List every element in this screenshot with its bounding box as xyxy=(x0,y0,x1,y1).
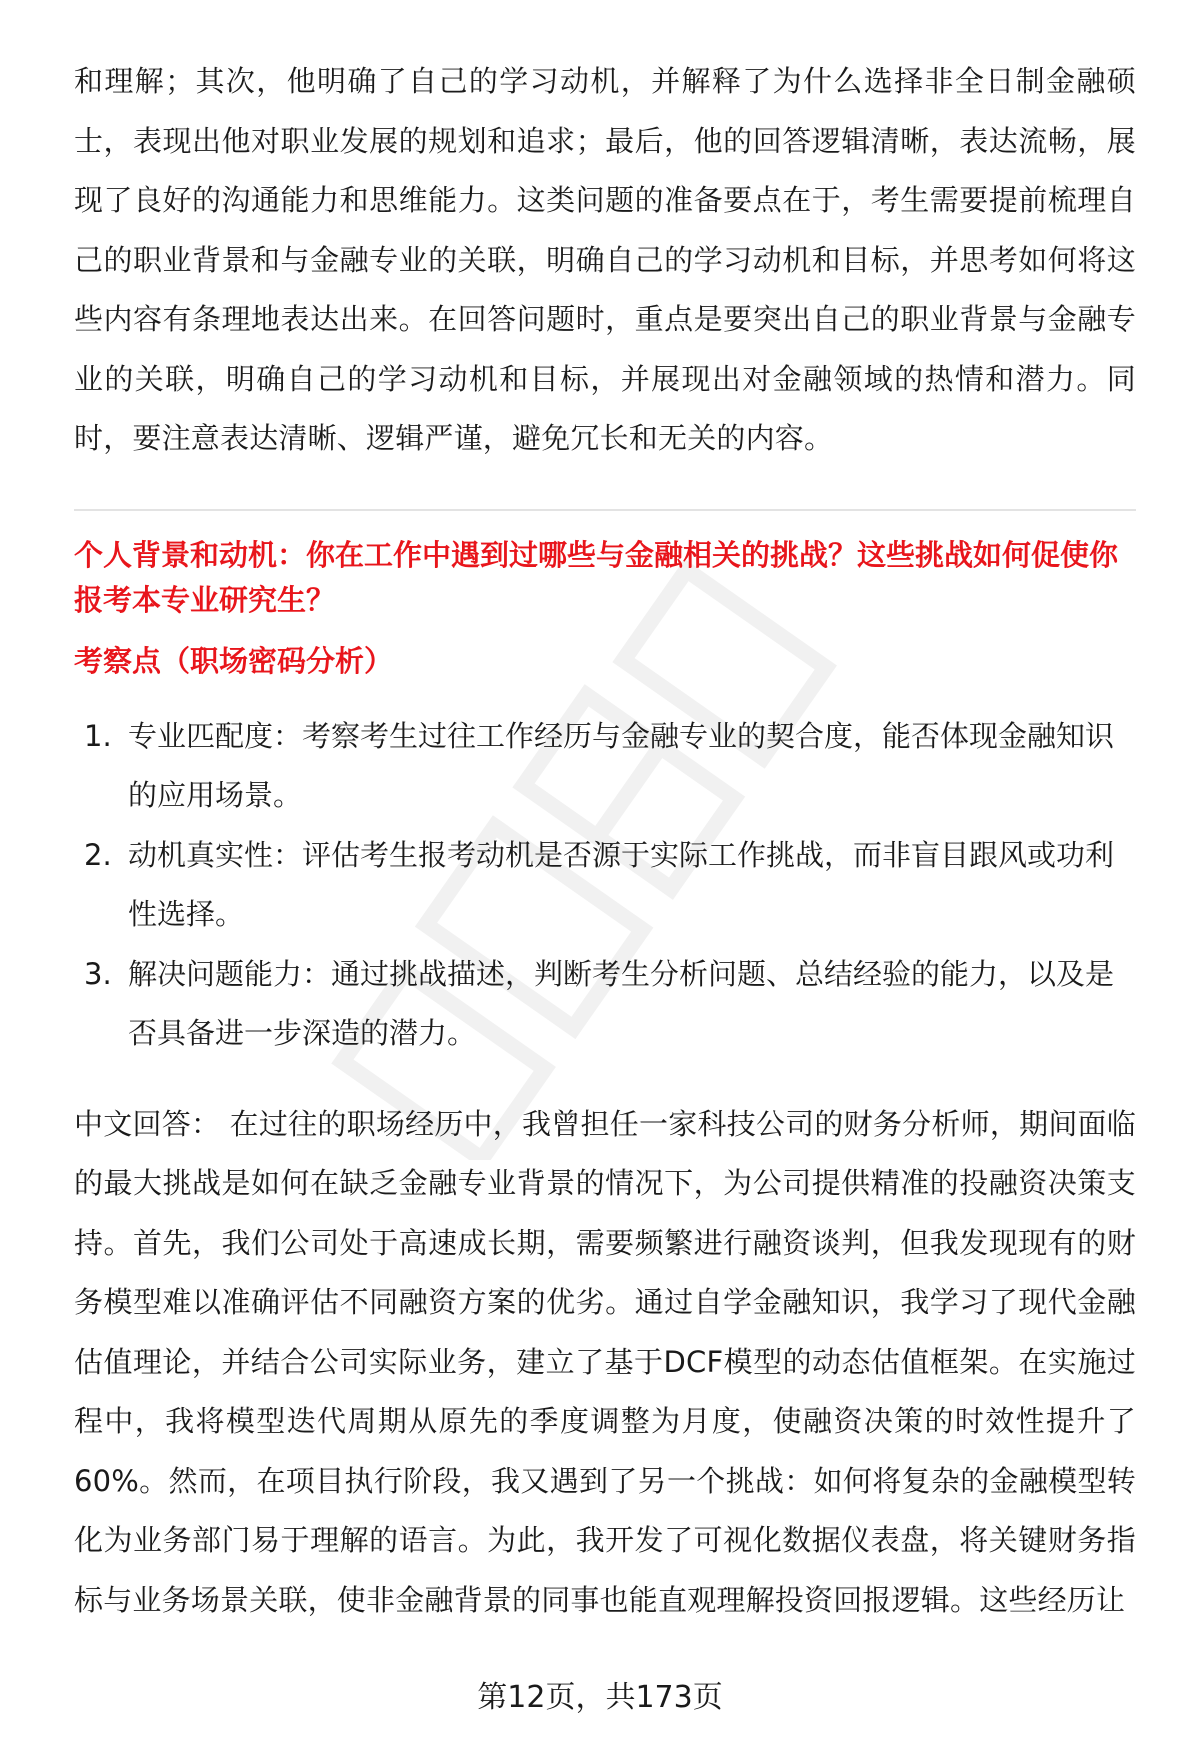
answer-paragraph: 中文回答： 在过往的职场经历中，我曾担任一家科技公司的财务分析师，期间面临的最大挑战是如何在缺乏金融专业背景的情况下，为公司提供精准的投融资决策支持。首先，我们公司处于高速成长期，需要频繁进行融资谈判，但我发现现有的财务模型难以准确评估不同融资方案的优劣。通过自学金融知识，我学习了现代金融估值理论，并结合公司实际业务，建立了基于DCF模型的动态估值框架。在实施过程中，我将模型迭代周期从原先的季度调整为月度，使融资决策的时效性提升了60%。然而，在项目执行阶段，我又遇到了另一个挑战：如何将复杂的金融模型转化为业务部门易于理解的语言。为此，我开发了可视化数据仪表盘，将关键财务指标与业务场景关联，使非金融背景的同事也能直观理解投资回报逻辑。这些经历让 xyxy=(74,1106,1136,1617)
list-number: 3. xyxy=(84,956,112,991)
subheading: 考察点（职场密码分析） xyxy=(74,643,394,678)
list-item xyxy=(74,707,1136,825)
list-item xyxy=(74,826,1136,944)
list-number: 2. xyxy=(84,837,112,872)
intro-paragraph: 和理解；其次，他明确了自己的学习动机，并解释了为什么选择非全日制金融硕士，表现出他对职业发展的规划和追求；最后，他的回答逻辑清晰，表达流畅，展现了良好的沟通能力和思维能力。这类问题的准备要点在于，考生需要提前梳理自己的职业背景和与金融专业的关联，明确自己的学习动机和目标，并思考如何将这些内容有条理地表达出来。在回答问题时，重点是要突出自己的职业背景与金融专业的关联，明确自己的学习动机和目标，并展现出对金融领域的热情和潜力。同时，要注意表达清晰、逻辑严谨，避免冗长和无关的内容。 xyxy=(74,64,1136,455)
list-item-text: 动机真实性：评估考生报考动机是否源于实际工作挑战，而非盲目跟风或功利性选择。 xyxy=(128,837,1115,931)
section-divider xyxy=(74,509,1136,511)
list-item-text: 专业匹配度：考察考生过往工作经历与金融专业的契合度，能否体现金融知识的应用场景。 xyxy=(128,718,1115,812)
list-number: 1. xyxy=(84,718,112,753)
points-list xyxy=(74,707,1136,1063)
page-footer: 第12页，共173页 xyxy=(477,1680,723,1715)
list-item-text: 解决问题能力：通过挑战描述，判断考生分析问题、总结经验的能力，以及是否具备进一步深造的潜力。 xyxy=(128,956,1115,1050)
list-item xyxy=(74,945,1136,1063)
document-page xyxy=(74,52,1136,1630)
question-heading: 个人背景和动机：你在工作中遇到过哪些与金融相关的挑战？这些挑战如何促使你报考本专业研究生？ xyxy=(74,537,1119,617)
